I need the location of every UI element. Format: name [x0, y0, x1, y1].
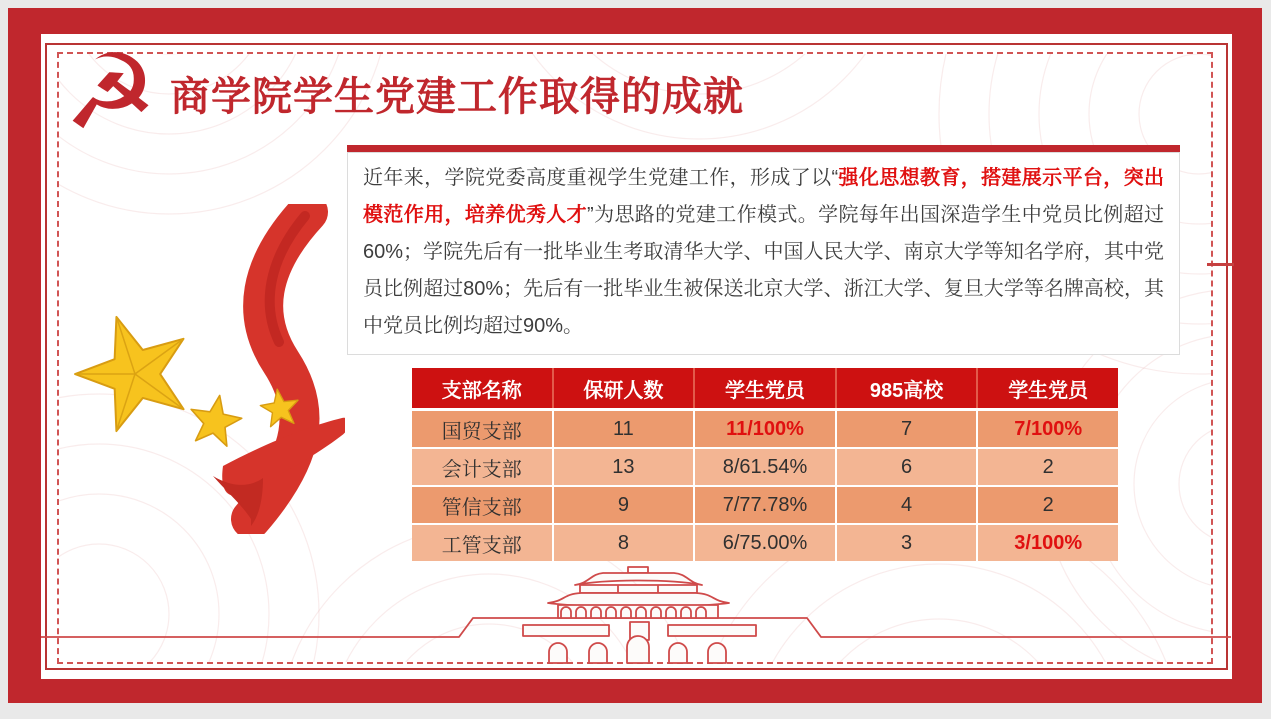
table-cell: 2 — [978, 449, 1118, 485]
table-cell: 11/100% — [695, 411, 835, 447]
table-body — [412, 411, 1118, 561]
intro-box-top-bar — [347, 145, 1180, 152]
table-cell: 7/77.78% — [695, 487, 835, 523]
intro-emphasis-text: 强化思想教育，搭建展示平台，突出模范作用，培养优秀人才 — [363, 167, 1165, 226]
table-cell: 管信支部 — [412, 487, 552, 523]
intro-segment: ”为思路的党建工作模式。学院每年出国深造学生中党员比例超过60%；学院先后有一批毕业生考取清华大学、中国人民大学、南京大学等知名学府，其中党员比例超过80%；先后有一批毕业生被保送北京大学、浙江大学、复旦大学等名牌高校，其中党员比例均超过90%。 — [363, 204, 1164, 337]
table-header-cell: 985高校 — [837, 368, 977, 408]
table-header-cell: 支部名称 — [412, 368, 552, 408]
table-header-cell: 学生党员 — [978, 368, 1118, 408]
table-row — [412, 487, 1118, 523]
intro-segment: 近年来，学院党委高度重视学生党建工作，形成了以“ — [363, 167, 839, 189]
table-cell: 7/100% — [978, 411, 1118, 447]
table-cell: 工管支部 — [412, 525, 552, 561]
table-header-cell: 学生党员 — [695, 368, 835, 408]
table-cell: 3 — [837, 525, 977, 561]
table-row — [412, 449, 1118, 485]
table-cell: 11 — [554, 411, 694, 447]
right-margin-accent — [1207, 263, 1234, 266]
table-cell: 8 — [554, 525, 694, 561]
table-header-row — [412, 368, 1118, 408]
table-cell: 3/100% — [978, 525, 1118, 561]
table-row — [412, 411, 1118, 447]
tiananmen-gate-illustration — [41, 565, 1231, 676]
table-cell: 9 — [554, 487, 694, 523]
achievements-table — [412, 368, 1118, 561]
table-cell: 2 — [978, 487, 1118, 523]
table-cell: 13 — [554, 449, 694, 485]
table-cell: 4 — [837, 487, 977, 523]
table-header-cell: 保研人数 — [554, 368, 694, 408]
table-cell: 7 — [837, 411, 977, 447]
table-cell: 8/61.54% — [695, 449, 835, 485]
table-cell: 国贸支部 — [412, 411, 552, 447]
table-row — [412, 525, 1118, 561]
table-cell: 会计支部 — [412, 449, 552, 485]
table-cell: 6 — [837, 449, 977, 485]
page-title: 商学院学生党建工作取得的成就 — [170, 73, 744, 120]
red-flag-stars-illustration — [55, 204, 345, 539]
party-emblem-icon: ☭ — [64, 31, 158, 153]
intro-text — [347, 152, 1180, 355]
table-cell: 6/75.00% — [695, 525, 835, 561]
